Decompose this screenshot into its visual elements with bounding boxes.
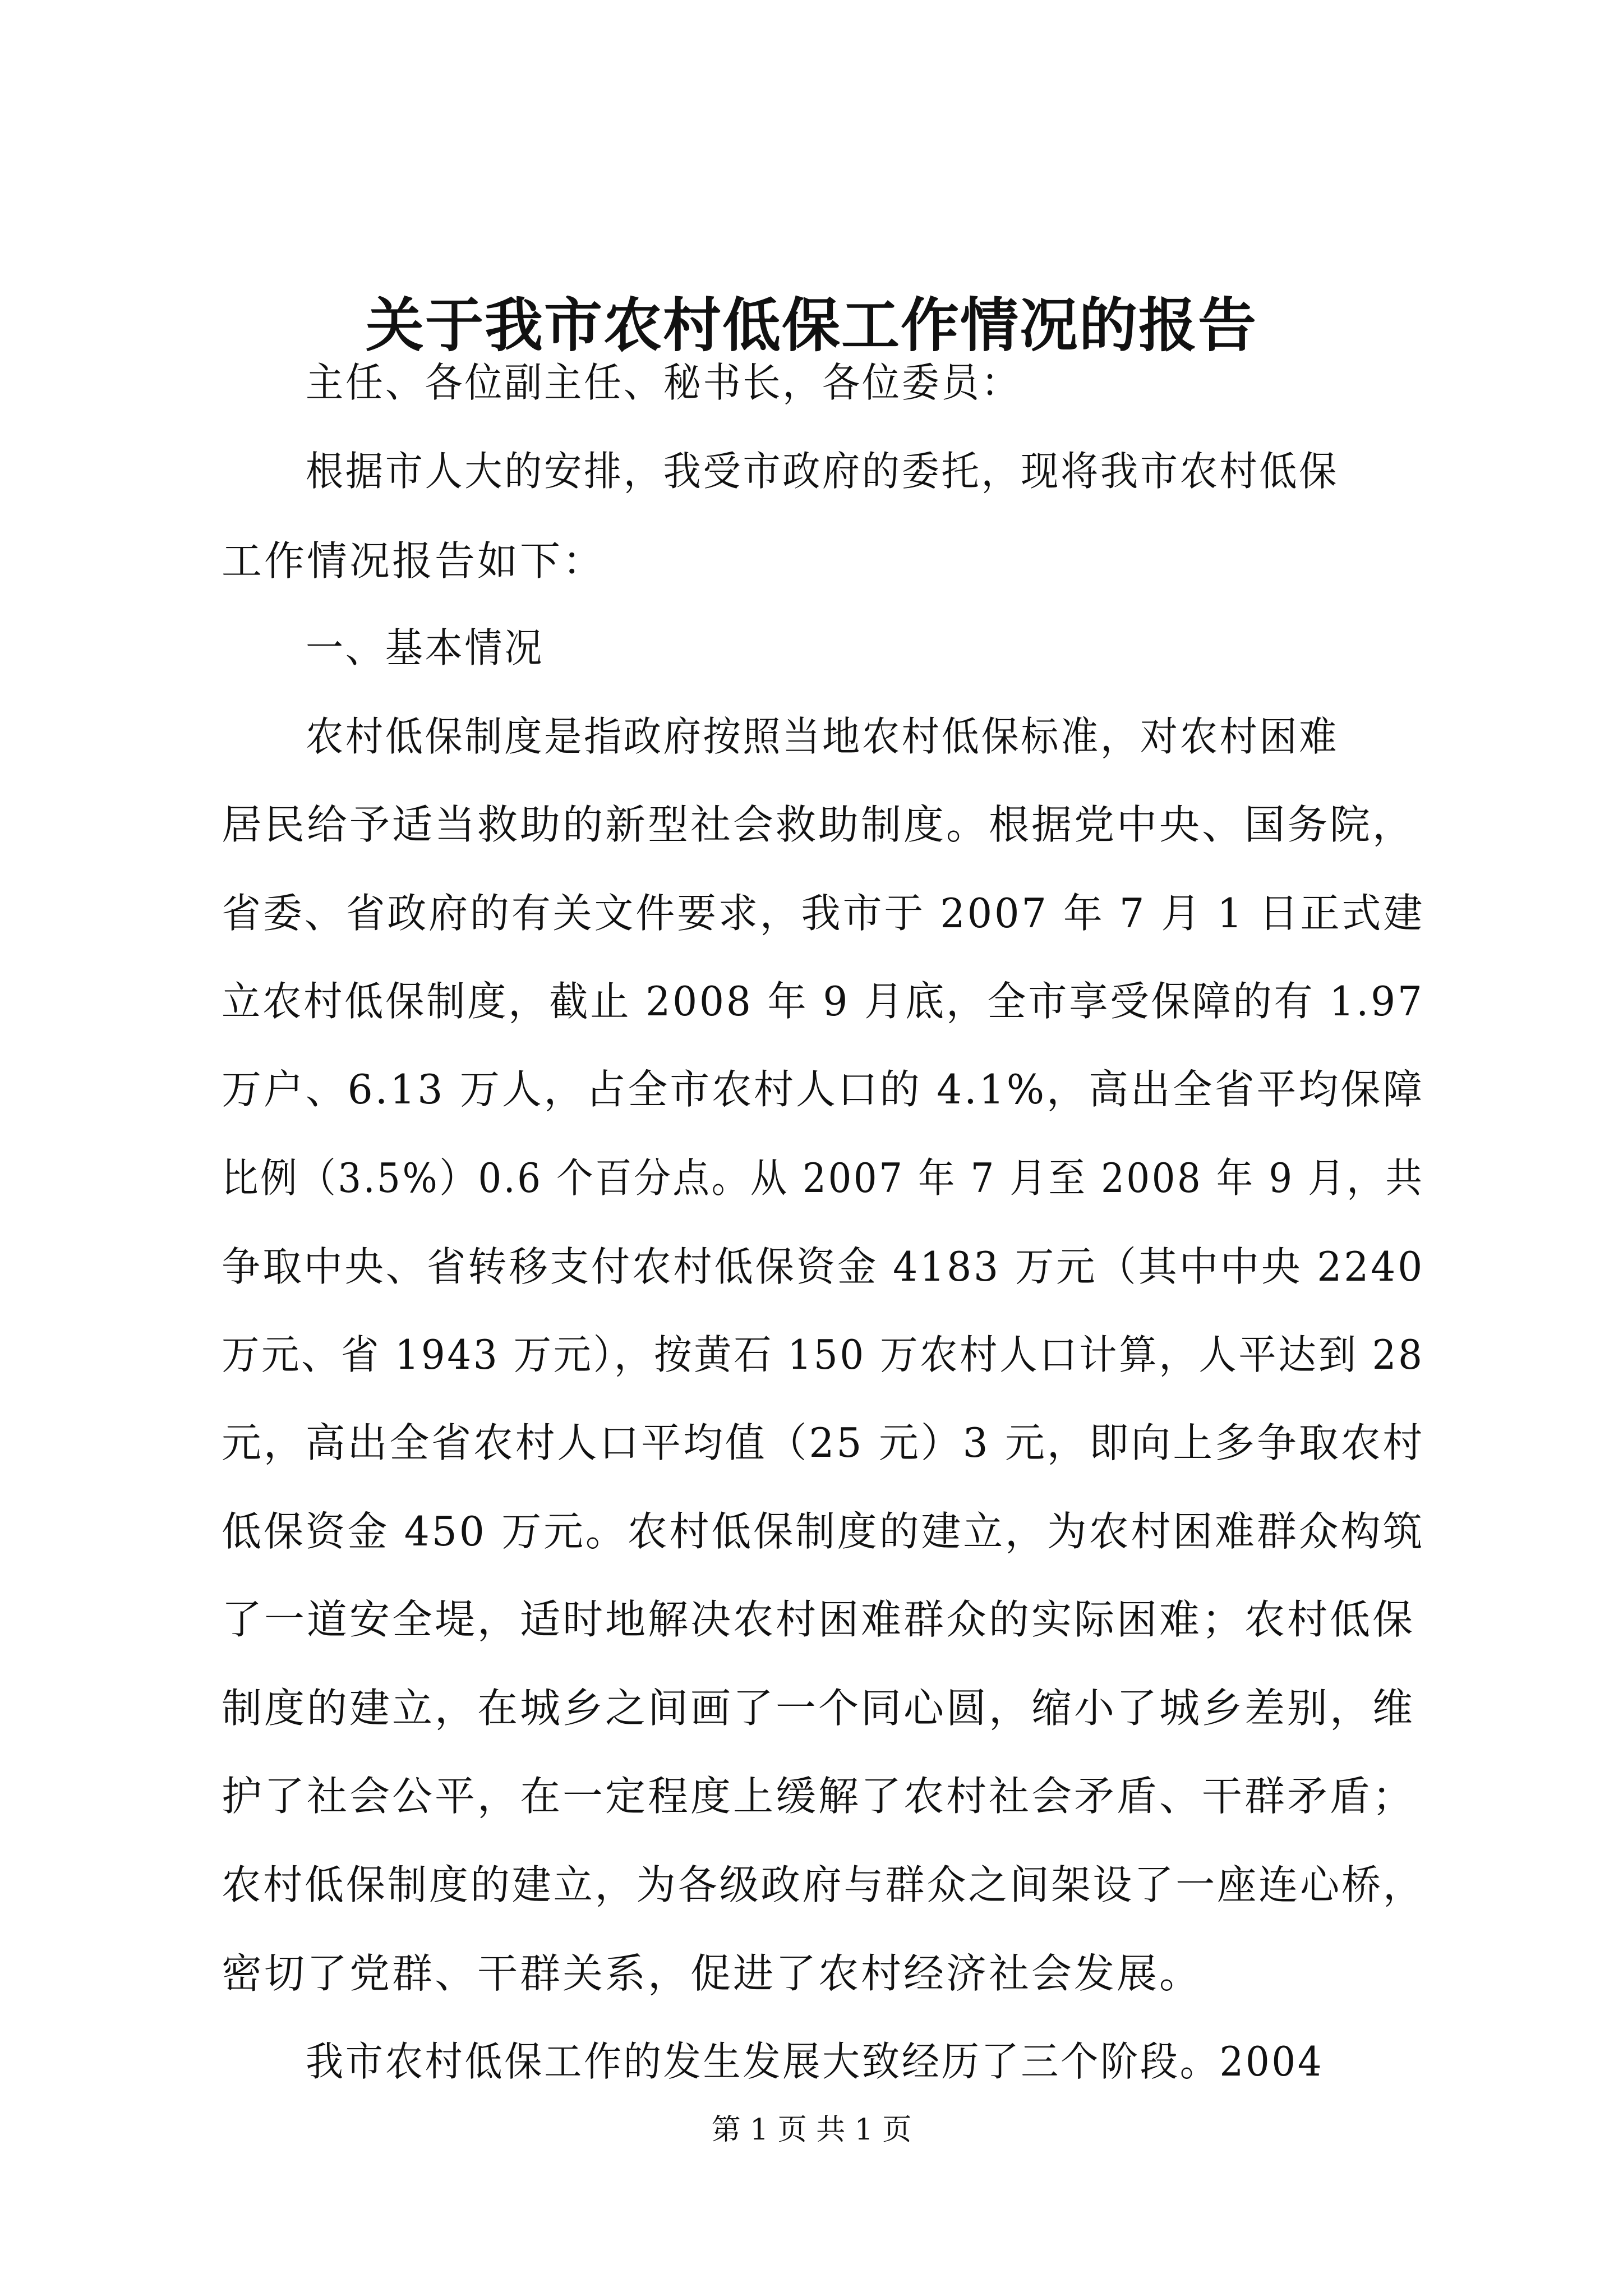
paragraph-line: 制度的建立，在城乡之间画了一个同心圆，缩小了城乡差别，维: [222, 1685, 1415, 1732]
paragraph-line: 护了社会公平，在一定程度上缓解了农村社会矛盾、干群矛盾；: [222, 1773, 1415, 1820]
paragraph-line: 省委、省政府的有关文件要求，我市于 2007 年 7 月 1 日正式建: [222, 890, 1425, 937]
paragraph-line: 根据市人大的安排，我受市政府的委托，现将我市农村低保: [306, 448, 1339, 495]
page-number-footer: 第 1 页 共 1 页: [711, 2113, 912, 2147]
paragraph-line: 立农村低保制度，截止 2008 年 9 月底，全市享受保障的有 1.97: [222, 978, 1424, 1025]
paragraph-line: 农村低保制度是指政府按照当地农村低保标准，对农村困难: [306, 713, 1339, 760]
paragraph-line: 万元、省 1943 万元），按黄石 150 万农村人口计算，人平达到 28: [222, 1331, 1424, 1378]
paragraph-line: 我市农村低保工作的发生发展大致经历了三个阶段。2004: [306, 2038, 1324, 2085]
document-title: 关于我市农村低保工作情况的报告: [365, 291, 1257, 360]
paragraph-line: 了一道安全堤，适时地解决农村困难群众的实际困难；农村低保: [222, 1596, 1415, 1643]
paragraph-line: 元，高出全省农村人口平均值（25 元）3 元，即向上多争取农村: [222, 1419, 1425, 1466]
paragraph-line: 低保资金 450 万元。农村低保制度的建立，为农村困难群众构筑: [222, 1508, 1425, 1555]
salutation-line: 主任、各位副主任、秘书长，各位委员：: [306, 359, 1021, 406]
section-heading: 一、基本情况: [306, 624, 545, 671]
paragraph-line: 农村低保制度的建立，为各级政府与群众之间架设了一座连心桥，: [222, 1861, 1425, 1908]
paragraph-line: 工作情况报告如下：: [222, 537, 606, 585]
paragraph-line: 比例（3.5%）0.6 个百分点。从 2007 年 7 月至 2008 年 9 月，共: [222, 1154, 1424, 1202]
paragraph-line: 万户、6.13 万人，占全市农村人口的 4.1%，高出全省平均保障: [222, 1066, 1425, 1113]
paragraph-line: 居民给予适当救助的新型社会救助制度。根据党中央、国务院，: [222, 801, 1415, 848]
paragraph-line: 密切了党群、干群关系，促进了农村经济社会发展。: [222, 1950, 1202, 1997]
paragraph-line: 争取中央、省转移支付农村低保资金 4183 万元（其中中央 2240: [222, 1243, 1425, 1290]
